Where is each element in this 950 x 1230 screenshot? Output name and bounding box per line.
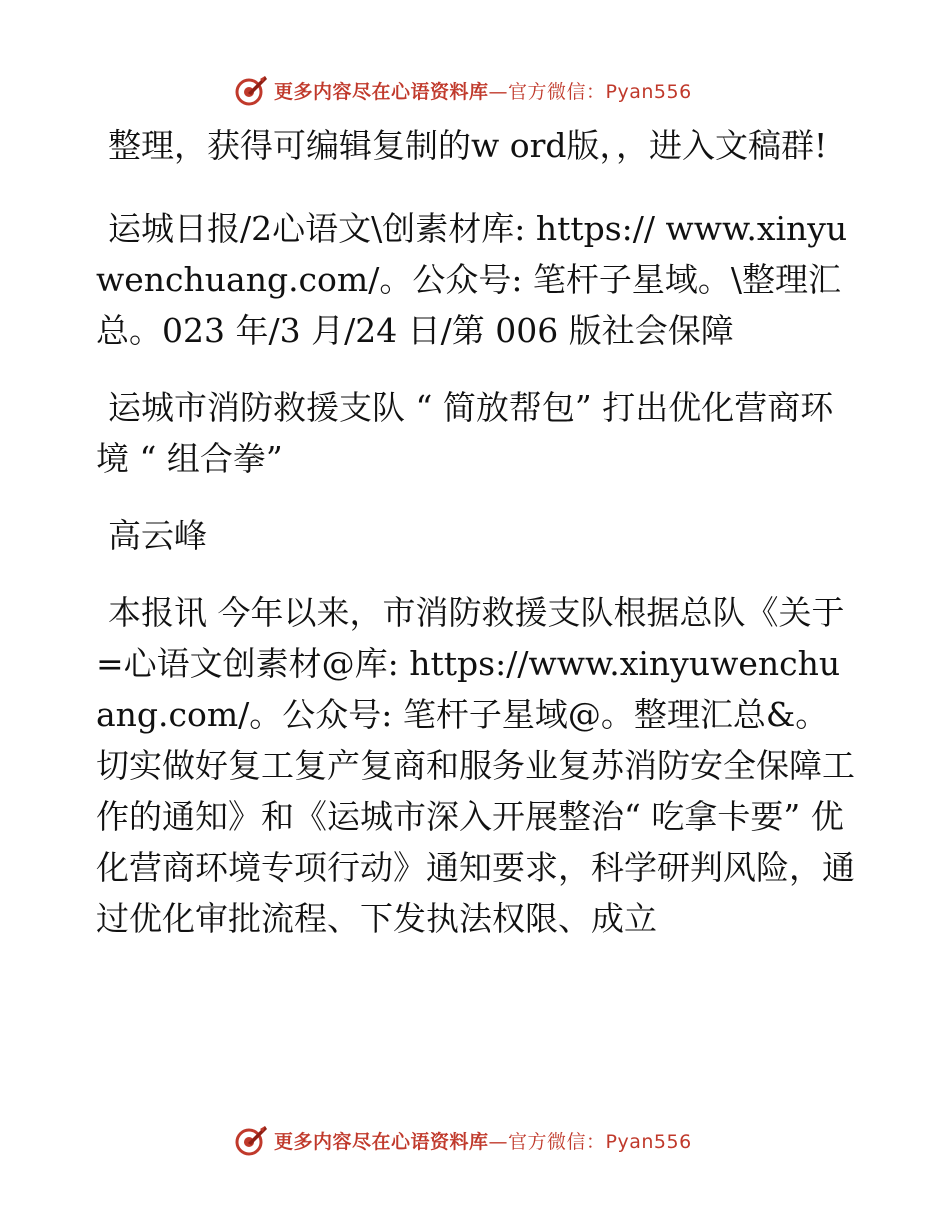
article-title: 运城市消防救援支队 “ 简放帮包” 打出优化营商环境 “ 组合拳” bbox=[96, 388, 834, 478]
watermark-wechat-id: Pyan556 bbox=[605, 1130, 692, 1153]
watermark-text bbox=[274, 77, 692, 104]
article-body: 本报讯 今年以来，市消防救援支队根据总队《关于=心语文创素材@库: https://www.xinyuwenchuang.com/。公众号: 笔杆子星域@。整理汇总&。切实做好复工复产复商和服务业复苏消防安全保障工作的通知》和《运城市深入开展整治“ 吃拿卡要” 优化营商环境专项行动》通知要求，科学研判风险，通过优化审批流程、下发执法权限、成立 bbox=[96, 593, 855, 938]
article-author: 高云峰 bbox=[108, 516, 207, 555]
watermark-dash: — bbox=[488, 80, 509, 103]
header-watermark bbox=[234, 70, 734, 110]
watermark-slogan: 更多内容尽在心语资料库 bbox=[274, 1130, 489, 1153]
watermark-wechat-label: 官方微信： bbox=[508, 80, 606, 103]
watermark-text bbox=[274, 1127, 692, 1154]
footer-watermark bbox=[234, 1120, 734, 1160]
watermark-wechat-label: 官方微信： bbox=[508, 1130, 606, 1153]
watermark-dash: — bbox=[488, 1130, 509, 1153]
paragraph-source: 运城日报/2心语文\创素材库: https:// www.xinyuwenchuang.com/。公众号: 笔杆子星域。\整理汇总。023 年/3 月/24 日/第 006 版社会保障 bbox=[96, 209, 848, 350]
quill-logo-icon bbox=[234, 1123, 268, 1157]
watermark-wechat-id: Pyan556 bbox=[605, 80, 692, 103]
watermark-slogan: 更多内容尽在心语资料库 bbox=[274, 80, 489, 103]
document-body bbox=[96, 120, 856, 944]
paragraph-intro: 整理，获得可编辑复制的w ord版，，进入文稿群! bbox=[108, 126, 828, 165]
quill-logo-icon bbox=[234, 73, 268, 107]
